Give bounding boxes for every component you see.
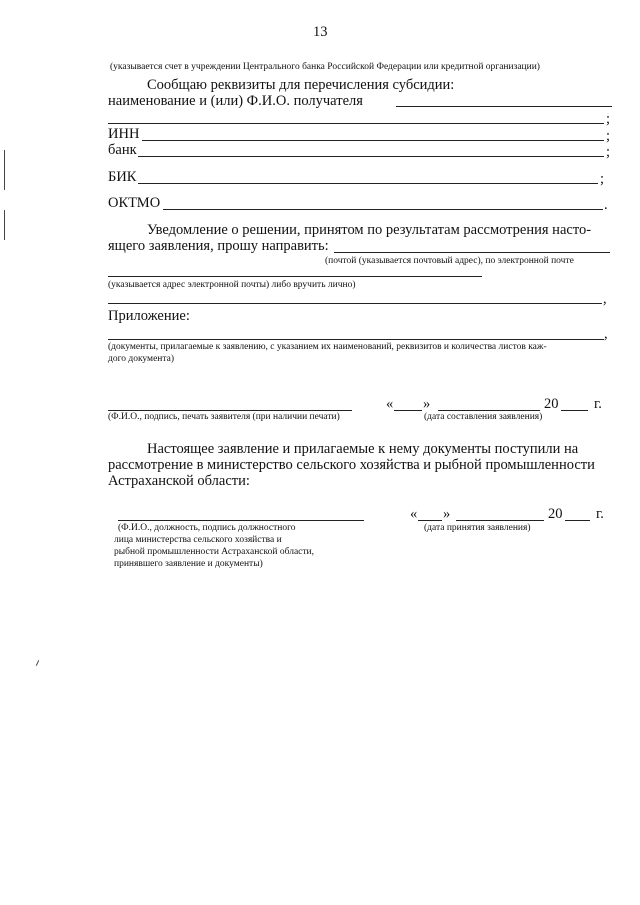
official-name-hint-3: рыбной промышленности Астраханской области, [114,547,315,557]
date-quote-open: « [410,506,418,522]
note-account: (указывается счет в учреждении Центрального банка Российской Федерации или кредитной организации) [110,62,540,72]
scan-edge-mark [4,210,5,240]
notification-field-line[interactable] [334,252,610,253]
semicolon: ; [606,111,611,127]
official-day-line[interactable] [418,520,442,521]
applicant-month-line[interactable] [438,410,540,411]
recipient-label: наименование и (или) Ф.И.О. получателя [108,93,363,109]
notification-field-line-3[interactable] [108,303,602,304]
requisites-intro: Сообщаю реквизиты для перечисления субсидии: [147,77,455,93]
attachment-hint-2: дого документа) [108,354,175,364]
notification-hint-email: (указывается адрес электронной почты) либо вручить лично) [108,280,356,290]
date-quote-open: « [386,396,394,412]
page-number: 13 [313,24,328,40]
year-prefix: 20 [548,506,563,522]
received-line2: рассмотрение в министерство сельского хозяйства и рыбной промышленности [108,457,595,473]
oktmo-label: ОКТМО [108,195,161,211]
official-name-hint-1: (Ф.И.О., должность, подпись должностного [118,523,296,533]
applicant-date-hint: (дата составления заявления) [424,412,543,422]
semicolon: ; [600,171,605,187]
year-prefix: 20 [544,396,559,412]
official-name-hint-2: лица министерства сельского хозяйства и [114,535,282,545]
recipient-field-line-2[interactable] [108,123,604,124]
received-line1: Настоящее заявление и прилагаемые к нему документы поступили на [147,441,579,457]
notification-line1: Уведомление о решении, принятом по результатам рассмотрения насто- [147,222,592,238]
year-suffix: г. [596,506,604,522]
date-quote-close: » [423,396,431,412]
period: . [604,197,608,213]
official-year-line[interactable] [565,520,590,521]
year-suffix: г. [594,396,602,412]
applicant-year-line[interactable] [561,410,588,411]
official-signature-line[interactable] [118,520,364,521]
applicant-day-line[interactable] [394,410,422,411]
scan-dust-mark [36,660,39,666]
comma: , [603,291,607,307]
semicolon: ; [606,144,611,160]
notification-hint-post: (почтой (указывается почтовый адрес), по электронной почте [325,256,574,266]
inn-field-line[interactable] [142,140,604,141]
bank-label: банк [108,142,137,158]
oktmo-field-line[interactable] [163,209,603,210]
attachment-label: Приложение: [108,308,190,324]
attachment-field-line[interactable] [108,339,604,340]
bik-field-line[interactable] [138,183,598,184]
official-month-line[interactable] [456,520,544,521]
semicolon: ; [606,128,611,144]
official-name-hint-4: принявшего заявление и документы) [114,559,263,569]
bik-label: БИК [108,169,137,185]
inn-label: ИНН [108,126,140,142]
received-line3: Астраханской области: [108,473,250,489]
recipient-field-line[interactable] [396,106,612,107]
official-date-hint: (дата принятия заявления) [424,523,531,533]
scan-edge-mark [4,150,5,190]
attachment-hint-1: (документы, прилагаемые к заявлению, с указанием их наименований, реквизитов и количества листов каж- [108,342,547,352]
date-quote-close: » [443,506,451,522]
notification-line2: ящего заявления, прошу направить: [108,238,329,254]
notification-field-line-2[interactable] [108,276,482,277]
bank-field-line[interactable] [138,156,604,157]
applicant-signature-line[interactable] [108,410,352,411]
applicant-name-hint: (Ф.И.О., подпись, печать заявителя (при наличии печати) [108,412,340,422]
comma: , [604,326,608,342]
